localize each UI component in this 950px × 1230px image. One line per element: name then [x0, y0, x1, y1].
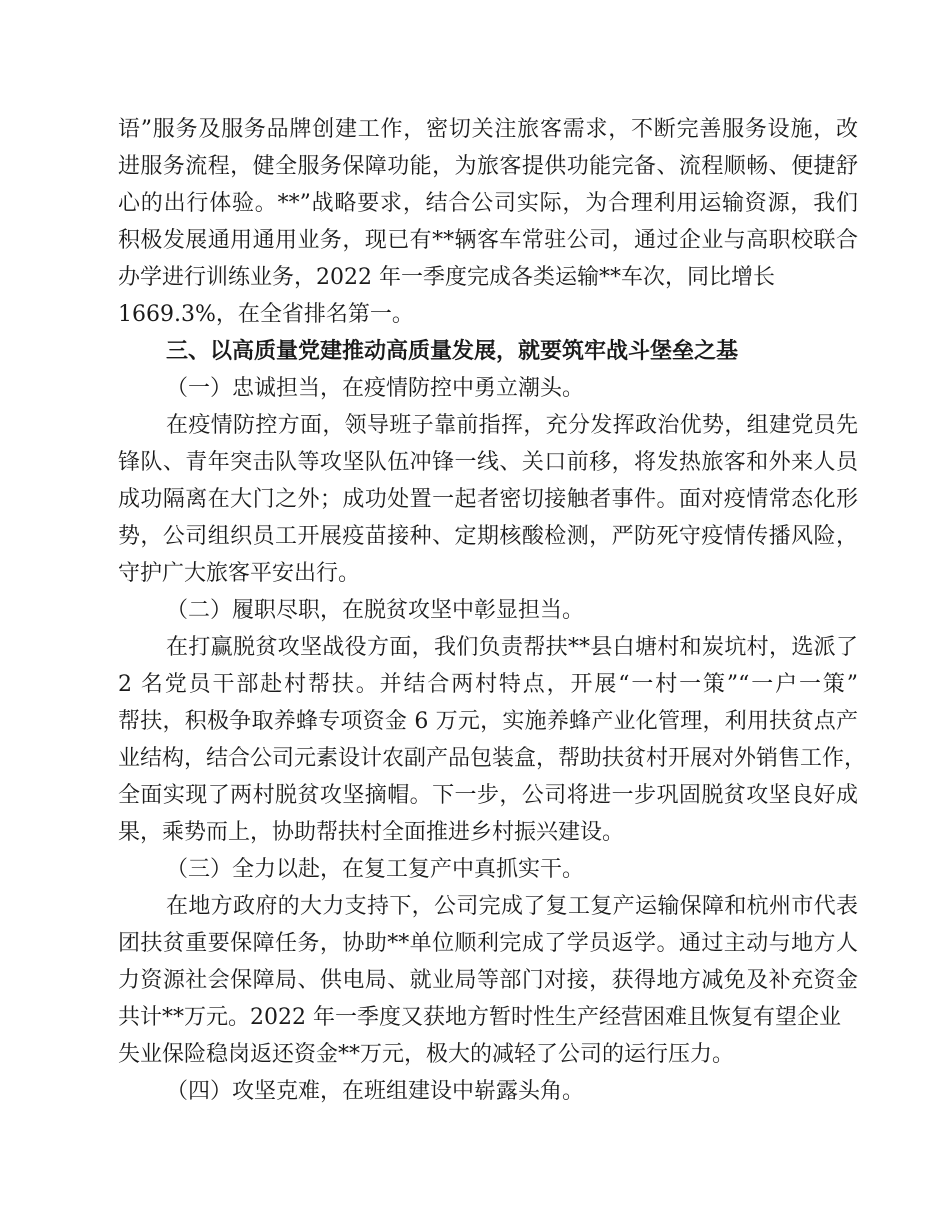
paragraph-line: 在打赢脱贫攻坚战役方面，我们负责帮扶**县白塘村和炭坑村，选派了 [166, 635, 858, 660]
paragraph-line: 势，公司组织员工开展疫苗接种、定期核酸检测，严防死守疫情传播风险， [118, 524, 858, 549]
paragraph-line: 锋队、青年突击队等攻坚队伍冲锋一线、关口前移，将发热旅客和外来人员 [118, 450, 858, 475]
paragraph-line: 全面实现了两村脱贫攻坚摘帽。下一步，公司将进一步巩固脱贫攻坚良好成 [118, 783, 858, 808]
paragraph-line: 力资源社会保障局、供电局、就业局等部门对接，获得地方减免及补充资金 [118, 968, 858, 993]
paragraph-line: 失业保险稳岗返还资金**万元，极大的减轻了公司的运行压力。 [118, 1042, 735, 1067]
paragraph-line: 业结构，结合公司元素设计农副产品包装盒，帮助扶贫村开展对外销售工作， [118, 746, 867, 771]
paragraph-line: 语”服务及服务品牌创建工作，密切关注旅客需求，不断完善服务设施，改 [118, 117, 858, 142]
paragraph-line: 帮扶，积极争取养蜂专项资金 6 万元，实施养蜂产业化管理，利用扶贫点产 [118, 709, 858, 734]
paragraph-line: 心的出行体验。**”战略要求，结合公司实际，为合理利用运输资源，我们 [118, 191, 858, 216]
paragraph-line: 在疫情防控方面，领导班子靠前指挥，充分发挥政治优势，组建党员先 [166, 413, 858, 438]
subsection-heading: （一）忠诚担当，在疫情防控中勇立潮头。 [166, 376, 585, 401]
subsection-heading: （四）攻坚克难，在班组建设中崭露头角。 [166, 1079, 585, 1104]
paragraph-line: 成功隔离在大门之外；成功处置一起者密切接触者事件。面对疫情常态化形 [118, 487, 858, 512]
paragraph-line: 果，乘势而上，协助帮扶村全面推进乡村振兴建设。 [118, 820, 625, 845]
paragraph-line: 办学进行训练业务，2022 年一季度完成各类运输**车次，同比增长 [118, 265, 775, 290]
paragraph-line: 积极发展通用通用业务，现已有**辆客车常驻公司，通过企业与高职校联合 [118, 228, 858, 253]
paragraph-line: 2 名党员干部赴村帮扶。并结合两村特点，开展“一村一策”“一户一策” [118, 672, 858, 697]
paragraph-line: 1669.3%，在全省排名第一。 [118, 302, 414, 327]
paragraph-line: 共计**万元。2022 年一季度又获地方暂时性生产经营困难且恢复有望企业 [118, 1005, 841, 1030]
paragraph-line: 守护广大旅客平安出行。 [118, 561, 361, 586]
section-heading: 三、以高质量党建推动高质量发展，就要筑牢战斗堡垒之基 [166, 339, 739, 364]
subsection-heading: （三）全力以赴，在复工复产中真抓实干。 [166, 857, 585, 882]
paragraph-line: 进服务流程，健全服务保障功能，为旅客提供功能完备、流程顺畅、便捷舒 [118, 154, 858, 179]
subsection-heading: （二）履职尽职，在脱贫攻坚中彰显担当。 [166, 598, 585, 623]
paragraph-line: 在地方政府的大力支持下，公司完成了复工复产运输保障和杭州市代表 [166, 894, 858, 919]
paragraph-line: 团扶贫重要保障任务，协助**单位顺利完成了学员返学。通过主动与地方人 [118, 931, 858, 956]
